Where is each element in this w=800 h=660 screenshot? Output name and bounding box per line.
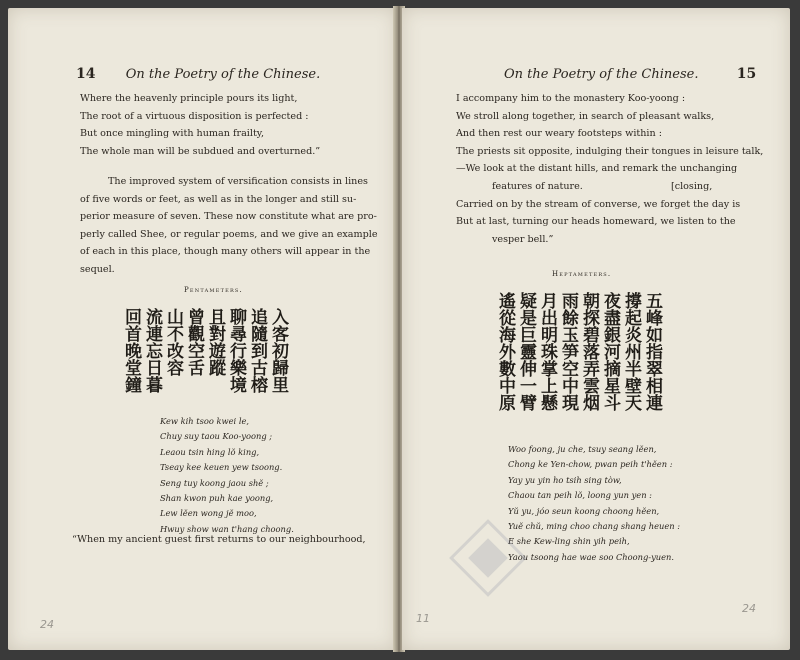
right-running-title: On the Poetry of the Chinese.: [504, 67, 699, 82]
romanization-line: Woo foong, ju che, tsuy seang lĕen,: [508, 444, 657, 454]
cjk-column: 遙從海外數中原: [495, 292, 515, 411]
pencil-annotation: 24: [742, 602, 756, 615]
cjk-column: 聊尋行樂境: [226, 308, 246, 393]
cjk-column: 月出明珠掌上懸: [537, 292, 557, 411]
pentameter-chinese-text: [120, 308, 288, 393]
paragraph-line: perior measure of seven. These now constitute what are pro-: [80, 211, 377, 223]
romanization-line: Shan kwon puh kae yoong,: [160, 493, 274, 504]
cjk-column: 入客初歸里: [268, 308, 288, 393]
paragraph-line: of five words or feet, as well as in the longer and still su-: [80, 193, 357, 205]
romanization-line: Chong ke Yen-chow, pwan peih t'hĕen :: [508, 459, 673, 470]
romanization-line: Yuĕ chŭ, ming choo chang shang heuen :: [508, 521, 681, 532]
pentameters-caption: Pentameters.: [184, 286, 243, 294]
romanization-line: Chuy suy taou Koo-yoong ;: [160, 431, 273, 442]
verse-line: But once mingling with human frailty,: [80, 128, 264, 140]
verse-fragment: [closing,: [670, 180, 713, 192]
paragraph-line: The improved system of versification consists in lines: [108, 176, 368, 187]
pencil-annotation: 24: [40, 618, 54, 631]
footer-text: “When my ancient guest first returns to our neighbourhood,: [72, 534, 366, 545]
cjk-column: 夜盡銀河摘星斗: [600, 292, 620, 411]
cjk-column: 山不改容: [163, 308, 183, 376]
romanization-line: Leaou tsin hing lŏ king,: [160, 446, 260, 457]
left-running-head: [76, 66, 320, 82]
cjk-column: 回首晚堂鐘: [121, 308, 141, 393]
paragraph-line: sequel.: [80, 263, 115, 275]
right-verse: [456, 90, 763, 248]
right-running-head: [504, 66, 756, 82]
verse-line: The whole man will be subdued and overturned.”: [80, 145, 321, 157]
left-running-title: On the Poetry of the Chinese.: [125, 67, 321, 82]
cjk-column: 流連忘日暮: [142, 308, 162, 393]
cjk-column: 朝探碧落弄雲烟: [579, 292, 599, 411]
left-verse: [80, 90, 320, 160]
romanization-line: Hwuy show wan t'hang choong.: [160, 523, 294, 534]
verse-fragment: features of nature.: [492, 180, 583, 192]
verse-line: The priests sit opposite, indulging their tongues in leisure talk,: [456, 145, 764, 157]
left-page: [8, 8, 396, 650]
romanization-line: Yŭ yu, jóo seun koong choong hĕen,: [508, 505, 660, 516]
pentameter-romanization: [160, 414, 294, 537]
romanization-line: Seng tuy koong jaou shĕ ;: [160, 477, 269, 488]
paragraph-line: perly called Shee, or regular poems, and we give an example: [80, 228, 378, 240]
verse-line: [456, 178, 763, 196]
verse-line: —We look at the distant hills, and remark the unchanging: [456, 163, 738, 175]
cjk-column: 追隨到古榕: [247, 308, 267, 393]
cjk-column: 曾觀空舌: [184, 308, 204, 376]
cjk-column: 且對遊蹤: [205, 308, 225, 376]
left-page-number: 14: [76, 66, 96, 82]
verse-line: Carried on by the stream of converse, we forget the day is: [456, 198, 741, 210]
romanization-line: Kew kih tsoo kwei le,: [160, 416, 250, 426]
verse-line: We stroll along together, in search of pleasant walks,: [456, 110, 715, 122]
cjk-column: 五峰如指翠相連: [642, 292, 662, 411]
verse-line: vesper bell.”: [492, 233, 554, 245]
romanization-line: E she Kew-ling shin yih peih,: [508, 536, 630, 547]
verse-line: Where the heavenly principle pours its light,: [80, 93, 298, 104]
heptameter-romanization: [508, 442, 680, 565]
heptameter-chinese-text: [494, 292, 662, 411]
heptameters-caption: Heptameters.: [552, 270, 612, 278]
romanization-line: Yay yu yin ho tsih sing tòw,: [508, 474, 622, 485]
right-page-number: 15: [736, 66, 757, 82]
verse-line: The root of a virtuous disposition is perfected :: [80, 110, 309, 122]
verse-line: And then rest our weary footsteps within :: [456, 128, 662, 140]
left-footer-line: [72, 531, 366, 549]
cjk-column: 疑是巨靈伸一臂: [516, 292, 536, 411]
romanization-line: Chaou tan peih lŏ, loong yun yen :: [508, 490, 652, 501]
verse-line: But at last, turning our heads homeward, we listen to the: [456, 216, 736, 228]
romanization-line: Tseay kee keuen yew tsoong.: [160, 462, 283, 473]
cjk-column: 撐起炎州半壁天: [621, 292, 641, 411]
library-watermark-icon: [448, 518, 528, 598]
pencil-annotation: 11: [416, 612, 430, 625]
verse-line: I accompany him to the monastery Koo-yoong :: [456, 93, 686, 104]
romanization-line: Lew lĕen wong jĕ moo,: [160, 508, 257, 519]
romanization-line: Yaou tsoong hae wae soo Choong-yuen.: [508, 551, 675, 562]
cjk-column: 雨餘玉笋空中現: [558, 292, 578, 411]
left-paragraph: [80, 173, 378, 279]
paragraph-line: of each in this place, though many others will appear in the: [80, 246, 371, 258]
